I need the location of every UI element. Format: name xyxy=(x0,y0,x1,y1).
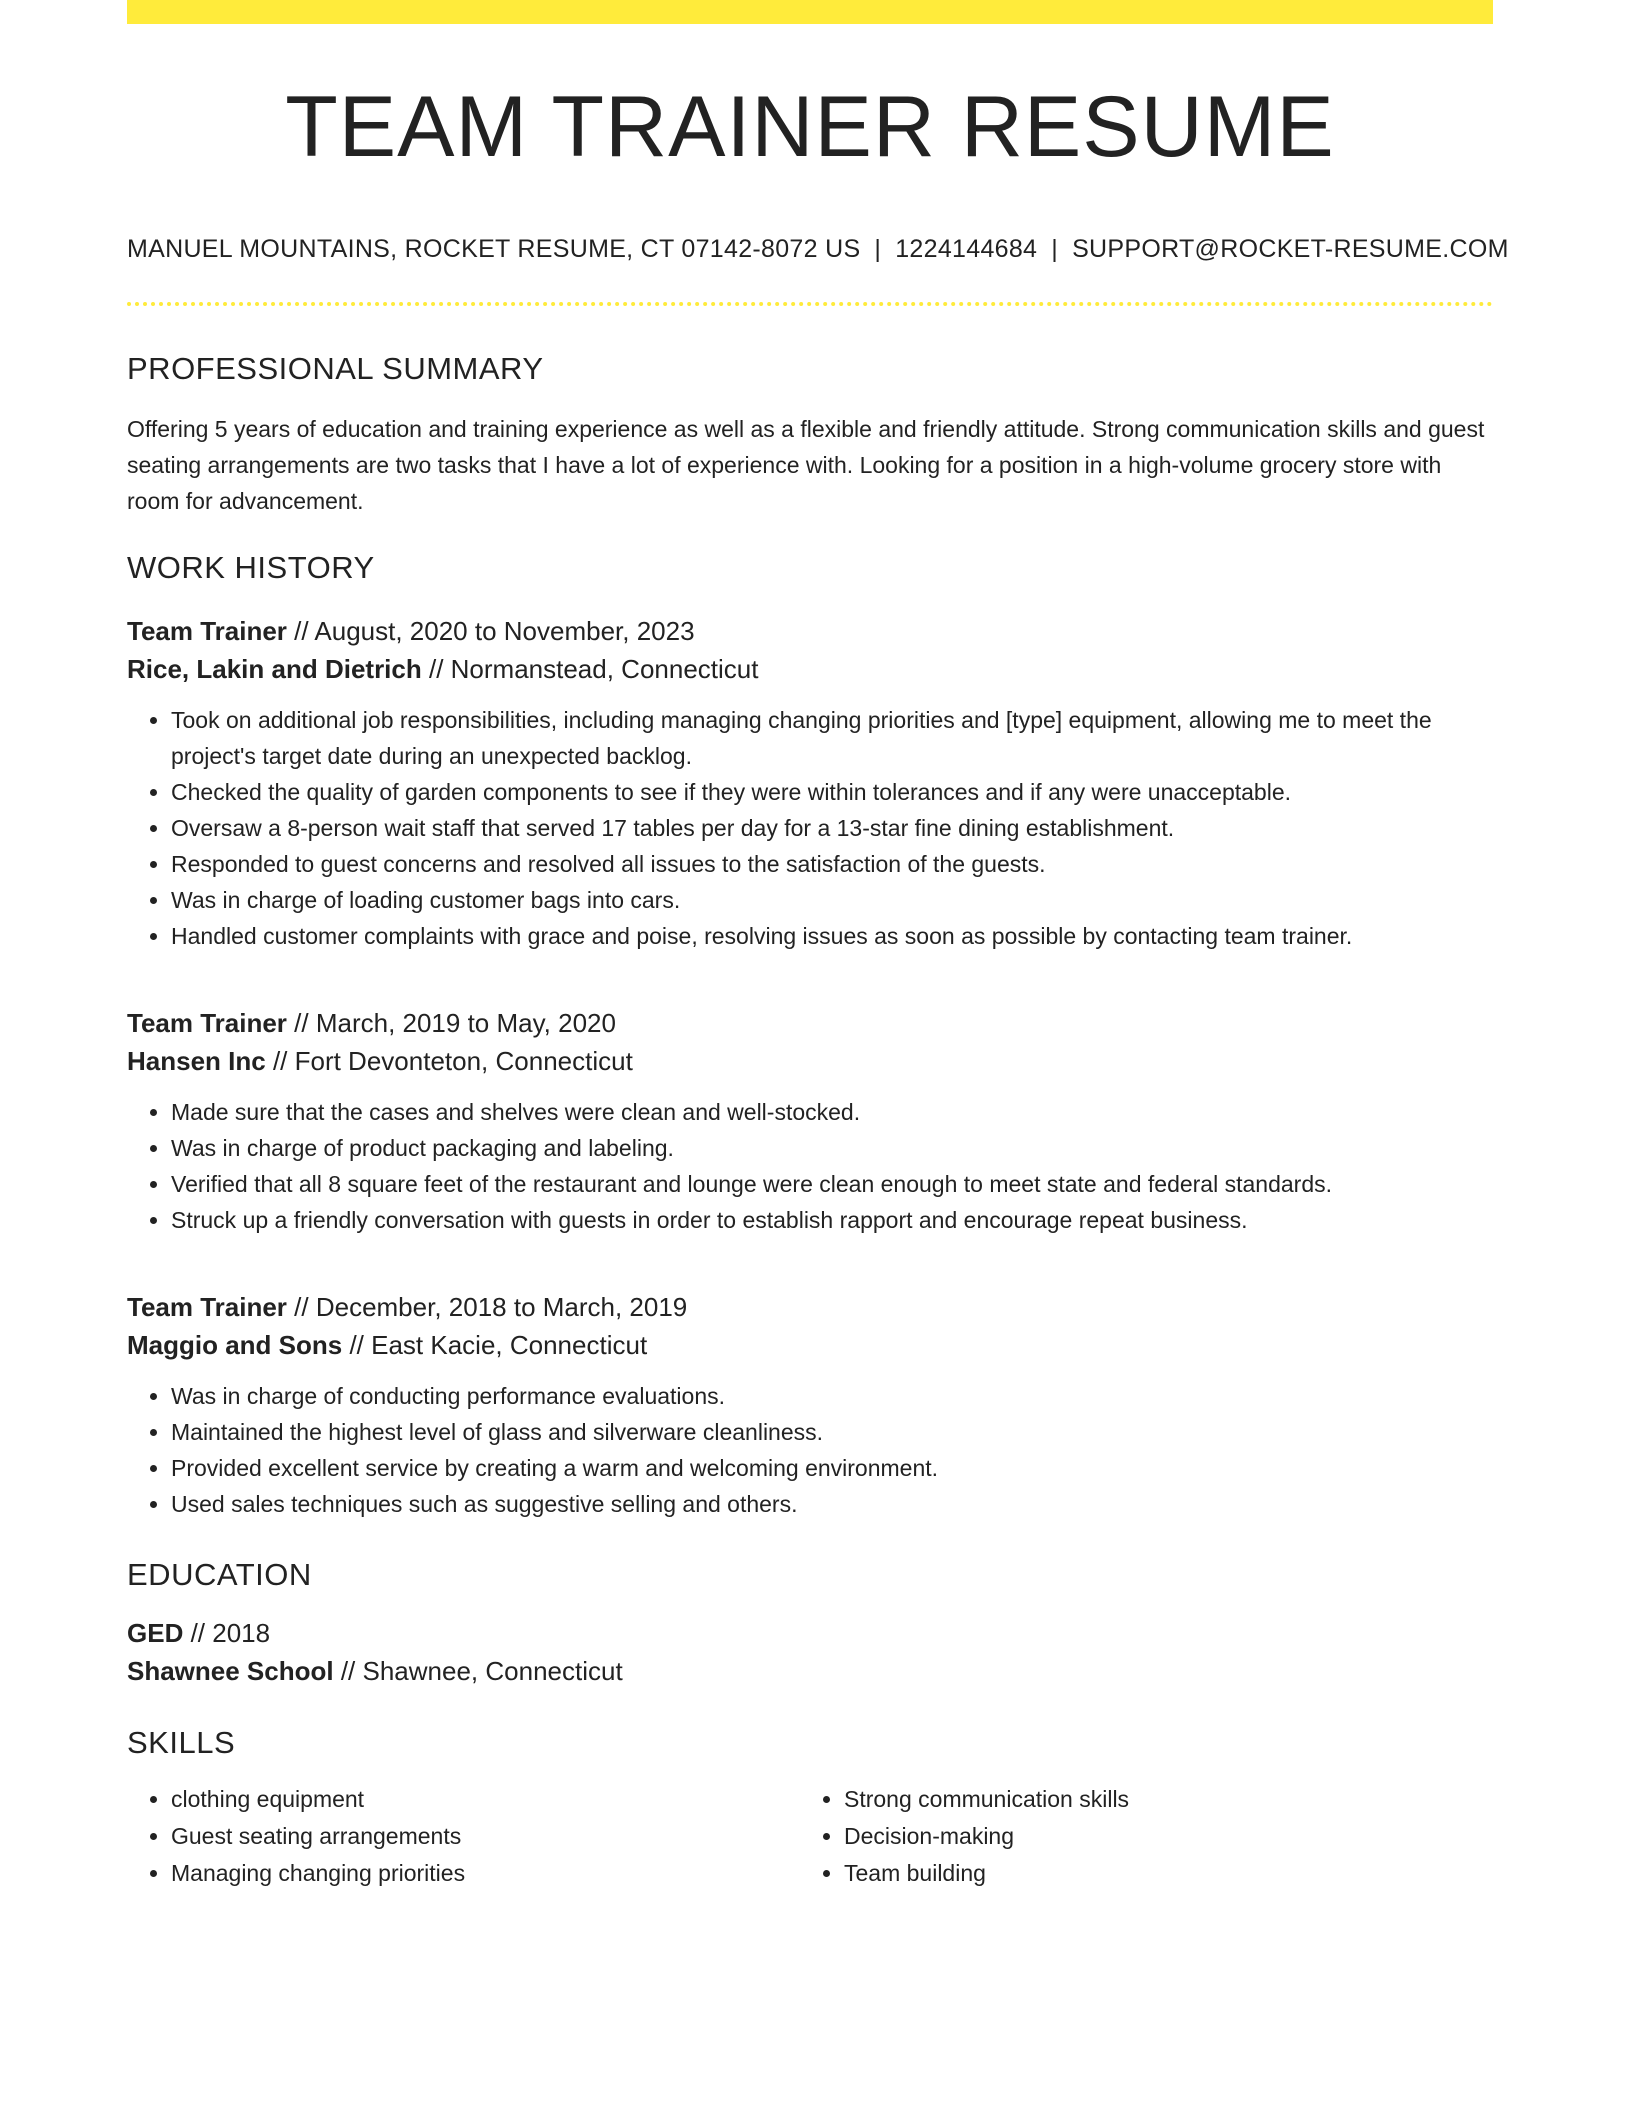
contact-address: MANUEL MOUNTAINS, ROCKET RESUME, CT 07142-8072 US xyxy=(127,235,861,263)
skill-item: • Guest seating arrangements xyxy=(171,1818,800,1855)
resume-title: TEAM TRAINER RESUME xyxy=(285,79,1335,175)
job-dates: // March, 2019 to May, 2020 xyxy=(286,1008,616,1039)
job-title-line xyxy=(127,1288,1493,1326)
job-company: Hansen Inc xyxy=(127,1046,266,1077)
job-bullet: • Was in charge of conducting performance evaluations. xyxy=(171,1378,1493,1414)
education-location: // Shawnee, Connecticut xyxy=(333,1655,623,1686)
education-heading: EDUCATION xyxy=(127,1557,312,1593)
dotted-divider xyxy=(127,302,1493,306)
job-entry xyxy=(127,1288,1493,1522)
work-history-heading: WORK HISTORY xyxy=(127,550,375,586)
job-bullet: • Made sure that the cases and shelves were clean and well-stocked. xyxy=(171,1094,1493,1130)
job-bullets xyxy=(127,702,1493,954)
job-bullet: • Verified that all 8 square feet of the restaurant and lounge were clean enough to meet state and federal standards. xyxy=(171,1166,1493,1202)
job-bullet: • Oversaw a 8-person wait staff that served 17 tables per day for a 13-star fine dining establishment. xyxy=(171,810,1493,846)
skills-heading: SKILLS xyxy=(127,1724,236,1760)
job-role: Team Trainer xyxy=(127,1292,287,1323)
job-company-line xyxy=(127,1326,1493,1364)
contact-separator: | xyxy=(1051,235,1059,263)
job-bullet: • Responded to guest concerns and resolved all issues to the satisfaction of the guests. xyxy=(171,846,1493,882)
education-school: Shawnee School xyxy=(127,1655,334,1686)
job-bullet: • Provided excellent service by creating a warm and welcoming environment. xyxy=(171,1450,1493,1486)
skill-item: • clothing equipment xyxy=(171,1781,800,1818)
job-dates: // August, 2020 to November, 2023 xyxy=(286,616,695,647)
education-degree-line xyxy=(127,1614,1493,1652)
skills-column-right xyxy=(800,1781,1473,1892)
job-entry xyxy=(127,612,1493,954)
contact-line xyxy=(127,234,1509,264)
top-accent-bar xyxy=(127,0,1493,24)
job-bullet: • Was in charge of loading customer bags into cars. xyxy=(171,882,1493,918)
job-bullet: • Took on additional job responsibilities, including managing changing priorities and [type] equipment, allowing me to meet the project's target date during an unexpected backlog. xyxy=(171,702,1493,774)
job-bullets xyxy=(127,1094,1493,1238)
job-title-line xyxy=(127,1004,1493,1042)
job-bullet: • Checked the quality of garden components to see if they were within tolerances and if any were unacceptable. xyxy=(171,774,1493,810)
job-bullet: • Maintained the highest level of glass and silverware cleanliness. xyxy=(171,1414,1493,1450)
job-bullet: • Used sales techniques such as suggestive selling and others. xyxy=(171,1486,1493,1522)
job-role: Team Trainer xyxy=(127,1008,287,1039)
education-entry xyxy=(127,1614,1493,1690)
job-location: // Fort Devonteton, Connecticut xyxy=(265,1046,633,1077)
contact-separator: | xyxy=(874,235,882,263)
education-school-line xyxy=(127,1652,1493,1690)
summary-heading: PROFESSIONAL SUMMARY xyxy=(127,351,544,386)
resume-page xyxy=(127,0,1509,1892)
skill-item: • Team building xyxy=(844,1855,1473,1892)
job-company: Maggio and Sons xyxy=(127,1330,343,1361)
job-role: Team Trainer xyxy=(127,616,287,647)
job-location: // East Kacie, Connecticut xyxy=(342,1330,648,1361)
job-bullet: • Struck up a friendly conversation with guests in order to establish rapport and encourage repeat business. xyxy=(171,1202,1493,1238)
job-company: Rice, Lakin and Dietrich xyxy=(127,654,422,685)
summary-text: Offering 5 years of education and training experience as well as a flexible and friendly attitude. Strong communication skills and guest seating arrangements are two tasks that I have a lot of experience with. Looking for a position in a high-volume grocery store with room for advancement. xyxy=(127,416,1485,515)
job-entry xyxy=(127,1004,1493,1238)
job-company-line xyxy=(127,1042,1493,1080)
job-dates: // December, 2018 to March, 2019 xyxy=(286,1292,688,1323)
skill-item: • Managing changing priorities xyxy=(171,1855,800,1892)
skills-grid xyxy=(127,1781,1493,1892)
job-company-line xyxy=(127,650,1493,688)
job-bullet: • Was in charge of product packaging and labeling. xyxy=(171,1130,1493,1166)
job-title-line xyxy=(127,612,1493,650)
job-bullet: • Handled customer complaints with grace and poise, resolving issues as soon as possible by contacting team trainer. xyxy=(171,918,1493,954)
contact-phone: 1224144684 xyxy=(895,235,1038,263)
job-bullets xyxy=(127,1378,1493,1522)
education-degree: GED xyxy=(127,1617,184,1648)
job-location: // Normanstead, Connecticut xyxy=(421,654,759,685)
education-year: // 2018 xyxy=(183,1617,271,1648)
skill-item: • Strong communication skills xyxy=(844,1781,1473,1818)
skills-column-left xyxy=(127,1781,800,1892)
skill-item: • Decision-making xyxy=(844,1818,1473,1855)
contact-email: SUPPORT@ROCKET-RESUME.COM xyxy=(1072,235,1509,263)
